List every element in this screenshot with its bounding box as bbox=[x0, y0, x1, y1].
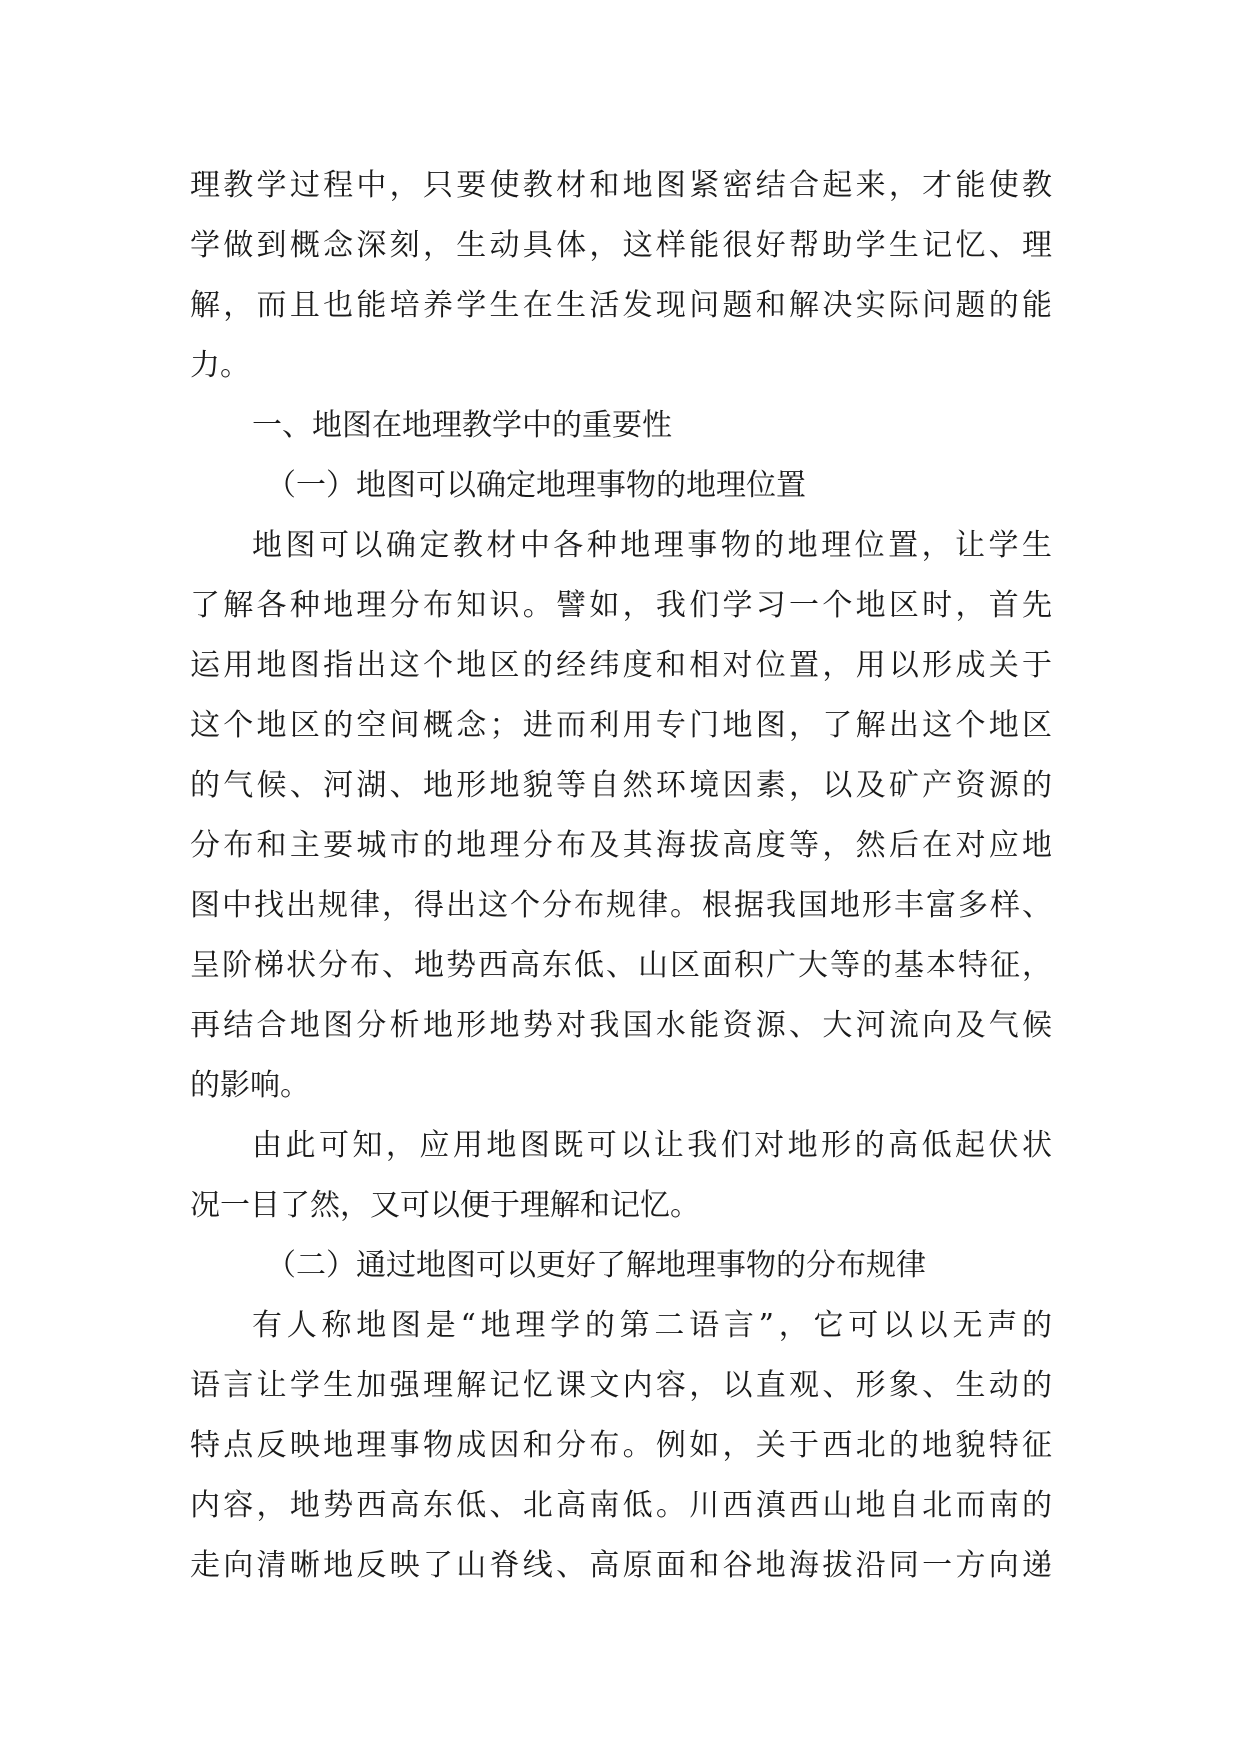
section-heading: 一、地图在地理教学中的重要性 bbox=[252, 408, 672, 443]
paragraph-line: 学做到概念深刻，生动具体，这样能很好帮助学生记忆、理 bbox=[190, 228, 1052, 263]
paragraph-line: 的影响。 bbox=[190, 1068, 310, 1103]
subsection-heading: （一）地图可以确定地理事物的地理位置 bbox=[266, 468, 806, 503]
paragraph-line: 有人称地图是“地理学的第二语言”，它可以以无声的 bbox=[252, 1308, 1052, 1343]
document-body bbox=[190, 156, 1052, 1596]
paragraph-line: 地图可以确定教材中各种地理事物的地理位置，让学生 bbox=[252, 528, 1052, 563]
paragraph-line: 力。 bbox=[190, 348, 250, 383]
paragraph-line: 况一目了然，又可以便于理解和记忆。 bbox=[190, 1188, 700, 1223]
paragraph-line: 理教学过程中，只要使教材和地图紧密结合起来，才能使教 bbox=[190, 168, 1052, 203]
paragraph-line: 分布和主要城市的地理分布及其海拔高度等，然后在对应地 bbox=[190, 828, 1052, 863]
paragraph-line: 解，而且也能培养学生在生活发现问题和解决实际问题的能 bbox=[190, 288, 1052, 323]
paragraph-line: 了解各种地理分布知识。譬如，我们学习一个地区时，首先 bbox=[190, 588, 1052, 623]
paragraph-line: 特点反映地理事物成因和分布。例如，关于西北的地貌特征 bbox=[190, 1428, 1052, 1463]
paragraph-line: 再结合地图分析地形地势对我国水能资源、大河流向及气候 bbox=[190, 1008, 1052, 1043]
subsection-heading: （二）通过地图可以更好了解地理事物的分布规律 bbox=[266, 1248, 926, 1283]
paragraph-line: 内容，地势西高东低、北高南低。川西滇西山地自北而南的 bbox=[190, 1488, 1052, 1523]
paragraph-line: 的气候、河湖、地形地貌等自然环境因素，以及矿产资源的 bbox=[190, 768, 1052, 803]
paragraph-line: 语言让学生加强理解记忆课文内容，以直观、形象、生动的 bbox=[190, 1368, 1052, 1403]
paragraph-line: 图中找出规律，得出这个分布规律。根据我国地形丰富多样、 bbox=[190, 888, 1052, 923]
paragraph-line: 走向清晰地反映了山脊线、高原面和谷地海拔沿同一方向递 bbox=[190, 1548, 1052, 1583]
paragraph-line: 运用地图指出这个地区的经纬度和相对位置，用以形成关于 bbox=[190, 648, 1052, 683]
paragraph-line: 由此可知，应用地图既可以让我们对地形的高低起伏状 bbox=[252, 1128, 1052, 1163]
paragraph-line: 这个地区的空间概念；进而利用专门地图，了解出这个地区 bbox=[190, 708, 1052, 743]
paragraph-line: 呈阶梯状分布、地势西高东低、山区面积广大等的基本特征， bbox=[190, 948, 1052, 983]
